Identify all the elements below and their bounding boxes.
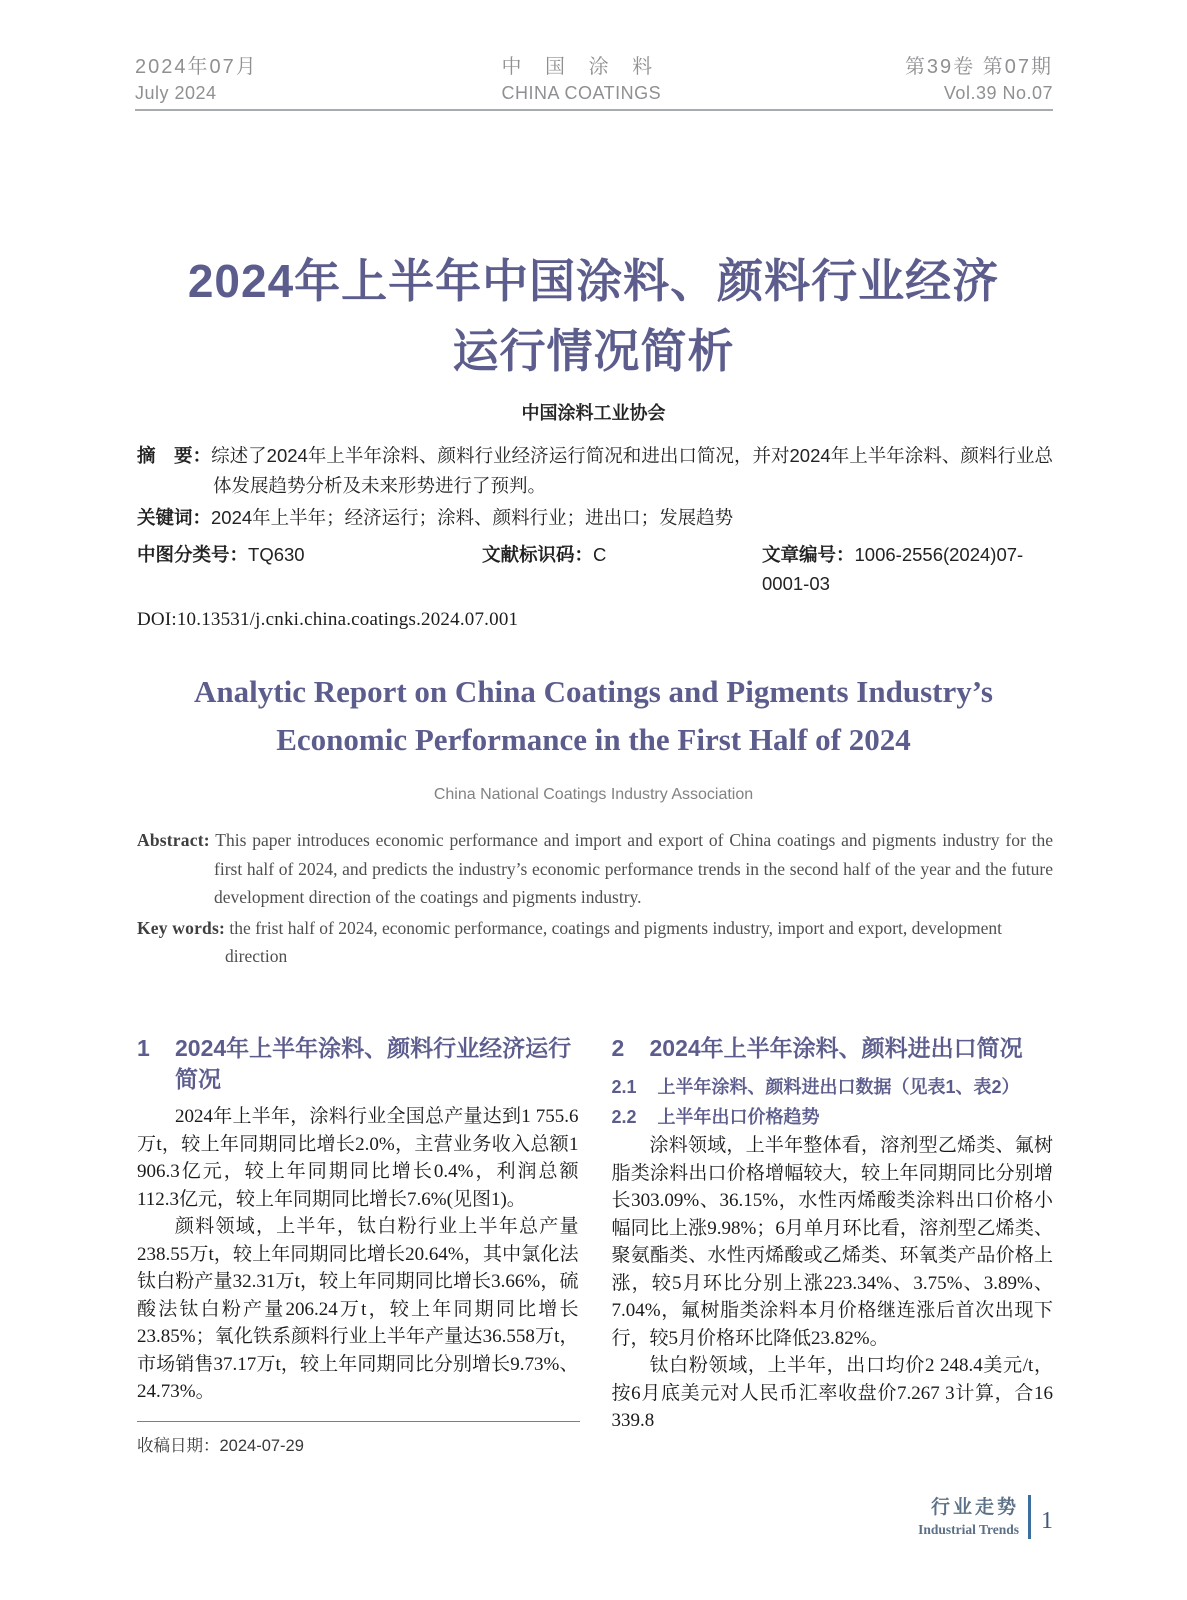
article-title-cn-line1: 2024年上半年中国涂料、颜料行业经济 [187,255,1000,307]
keywords-cn-label: 关键词： [137,507,212,528]
classification-row [137,540,1053,599]
page-number: 1 [1041,1507,1053,1534]
section-1-title: 2024年上半年涂料、颜料行业经济运行简况 [175,1035,572,1092]
running-head-date [135,54,258,106]
right-column [612,1033,1054,1435]
running-head [135,54,1053,106]
abstract-en-text: This paper introduces economic performance and import and export of China coatings and pigments industry for the first half of 2024, and predicts the industry’s economic performance trends in the second half of the year and the future development direction of the coatings and pigments industry. [214,830,1053,908]
received-date: 收稿日期：2024-07-29 [137,1421,580,1456]
keywords-en [137,914,1053,971]
meta-block-cn [137,441,1053,634]
column-label-cn: 行业走势 [930,1497,1019,1518]
article-title-en-line1: Analytic Report on China Coatings and Pigments Industry’s [194,674,993,709]
keywords-cn-text: 2024年上半年；经济运行；涂料、颜料行业；进出口；发展趋势 [211,507,734,528]
section-1-heading [137,1033,579,1095]
article-title-cn-line2: 运行情况简析 [452,325,735,377]
section-2-2-heading: 2.2 上半年出口价格趋势 [611,1107,820,1127]
document-code: 文献标识码：C [482,543,607,565]
page-footer [918,1495,1053,1539]
issue-date-en: July 2024 [135,83,217,103]
abstract-cn-label: 摘 要： [137,445,212,466]
section-1-number: 1 [137,1035,150,1061]
section-2-paragraph-1: 涂料领域，上半年整体看，溶剂型乙烯类、氟树脂类涂料出口价格增幅较大，较上年同期同比分别增长303.09%、36.15%，水性丙烯酸类涂料出口价格小幅同比上涨9.98%；6月单月环比看，溶剂型乙烯类、聚氨酯类、水性丙烯酸或乙烯类、环氧类产品价格上涨，较5月环比分别上涨223.34%、3.75%、3.89%、7.04%，氟树脂类涂料本月价格继连涨后首次出现下行，较5月价格环比降低23.82%。 [611,1135,1053,1349]
section-1-paragraph-1: 2024年上半年，涂料行业全国总产量达到1 755.6万t，较上年同期同比增长2.0%，主营业务收入总额1 906.3亿元，较上年同期同比增长0.4%，利润总额112.3亿元，较上年同期同比增长7.6%(见图1)。 [137,1106,579,1210]
section-2-paragraph-2: 钛白粉领域，上半年，出口均价2 248.4美元/t，按6月底美元对人民币汇率收盘价7.267 3计算，合16 339.8 [611,1355,1053,1431]
article-id: 文章编号：1006-2556(2024)07-0001-03 [762,543,1024,594]
section-1-paragraph-2: 颜料领域，上半年，钛白粉行业上半年总产量238.55万t，较上年同期同比增长20.64%，其中氯化法钛白粉产量32.31万t，较上年同期同比增长3.66%，硫酸法钛白粉产量206.24万t，较上年同期同比增长23.85%；氧化铁系颜料行业上半年产量达36.558万t，市场销售37.17万t，较上年同期同比分别增长9.73%、24.73%。 [137,1216,579,1402]
article-title-cn [0,246,1187,386]
clc-number: 中图分类号：TQ630 [137,543,305,565]
article-title-en-line2: Economic Performance in the First Half of 2024 [276,722,911,757]
meta-block-en [137,826,1053,971]
author-en: China National Coatings Industry Association [433,786,754,803]
section-2-title: 2024年上半年涂料、颜料进出口简况 [649,1035,1023,1061]
abstract-cn-text: 综述了2024年上半年涂料、颜料行业经济运行简况和进出口简况，并对2024年上半年涂料、颜料行业总体发展趋势分析及未来形势进行了预判。 [211,445,1053,496]
article-title-en [0,668,1187,764]
section-2-1-heading: 2.1 上半年涂料、颜料进出口数据（见表1、表2） [611,1077,1020,1097]
running-head-volume [905,54,1053,106]
keywords-en-text: the frist half of 2024, economic performance, coatings and pigments industry, import and export, development direction [225,917,1002,967]
column-label [918,1495,1028,1539]
body-columns [137,1033,1053,1435]
journal-name-en: CHINA COATINGS [501,83,662,103]
journal-name-cn: 中 国 涂 料 [501,56,662,78]
left-column [137,1033,579,1435]
column-label-en: Industrial Trends [918,1522,1019,1537]
issue-date-cn: 2024年07月 [135,56,258,78]
keywords-en-label: Key words: [137,917,226,938]
section-2-number: 2 [611,1035,625,1061]
volume-issue-en: Vol.39 No.07 [943,83,1053,103]
keywords-cn [137,503,1053,533]
running-head-journal [502,54,662,106]
abstract-cn [137,441,1053,500]
section-2-heading [612,1033,1054,1064]
abstract-en-label: Abstract: [137,830,210,850]
doi: DOI:10.13531/j.cnki.china.coatings.2024.07.001 [137,608,519,630]
header-rule [135,109,1053,111]
author-cn: 中国涂料工业协会 [521,403,666,423]
volume-issue-cn: 第39卷 第07期 [904,56,1053,78]
abstract-en [137,826,1053,912]
